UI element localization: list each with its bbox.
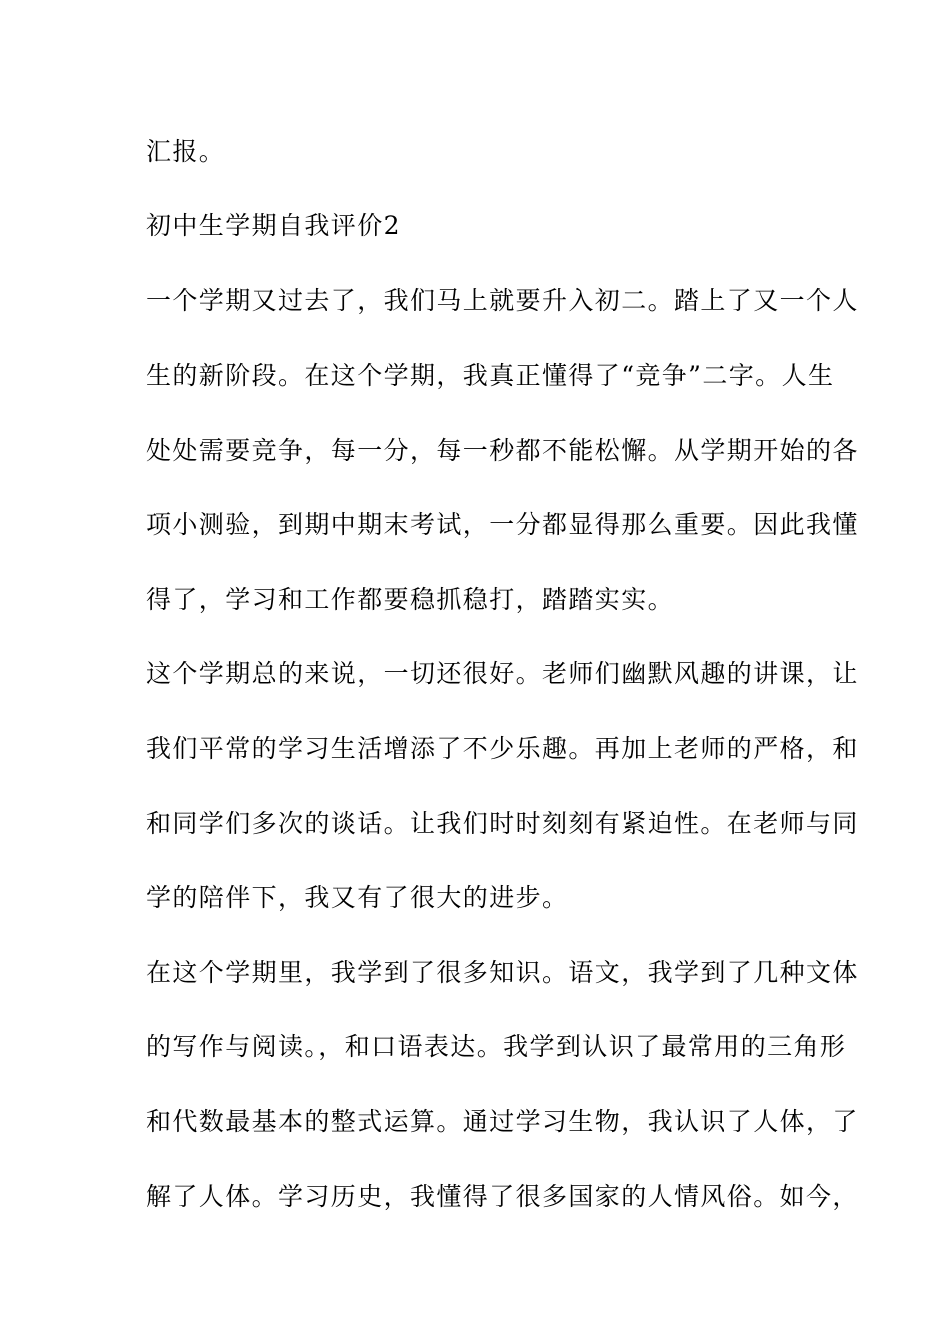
section-heading: 初中生学期自我评价2 — [146, 211, 401, 240]
text-line: 处处需要竞争，每一分，每一秒都不能松懈。从学期开始的各 — [146, 436, 859, 465]
text-line: 生的新阶段。在这个学期，我真正懂得了“竞争”二字。人生 — [146, 361, 835, 390]
text-line: 学的陪伴下，我又有了很大的进步。 — [146, 883, 569, 912]
text-line: 的写作与阅读。，和口语表达。我学到认识了最常用的三角形 — [146, 1032, 847, 1061]
text-line: 项小测验，到期中期末考试，一分都显得那么重要。因此我懂 — [146, 510, 859, 539]
text-line: 得了，学习和工作都要稳抓稳打，踏踏实实。 — [146, 585, 675, 614]
text-line: 汇报。 — [146, 137, 226, 166]
text-line: 一个学期又过去了，我们马上就要升入初二。踏上了又一个人 — [146, 286, 859, 315]
text-line: 我们平常的学习生活增添了不少乐趣。再加上老师的严格，和 — [146, 734, 859, 763]
text-line: 和同学们多次的谈话。让我们时时刻刻有紧迫性。在老师与同 — [146, 809, 859, 838]
text-line: 解了人体。学习历史，我懂得了很多国家的人情风俗。如今， — [146, 1182, 859, 1211]
text-line: 这个学期总的来说，一切还很好。老师们幽默风趣的讲课，让 — [146, 659, 859, 688]
text-line: 和代数最基本的整式运算。通过学习生物，我认识了人体，了 — [146, 1107, 859, 1136]
text-line: 在这个学期里，我学到了很多知识。语文，我学到了几种文体 — [146, 958, 859, 987]
